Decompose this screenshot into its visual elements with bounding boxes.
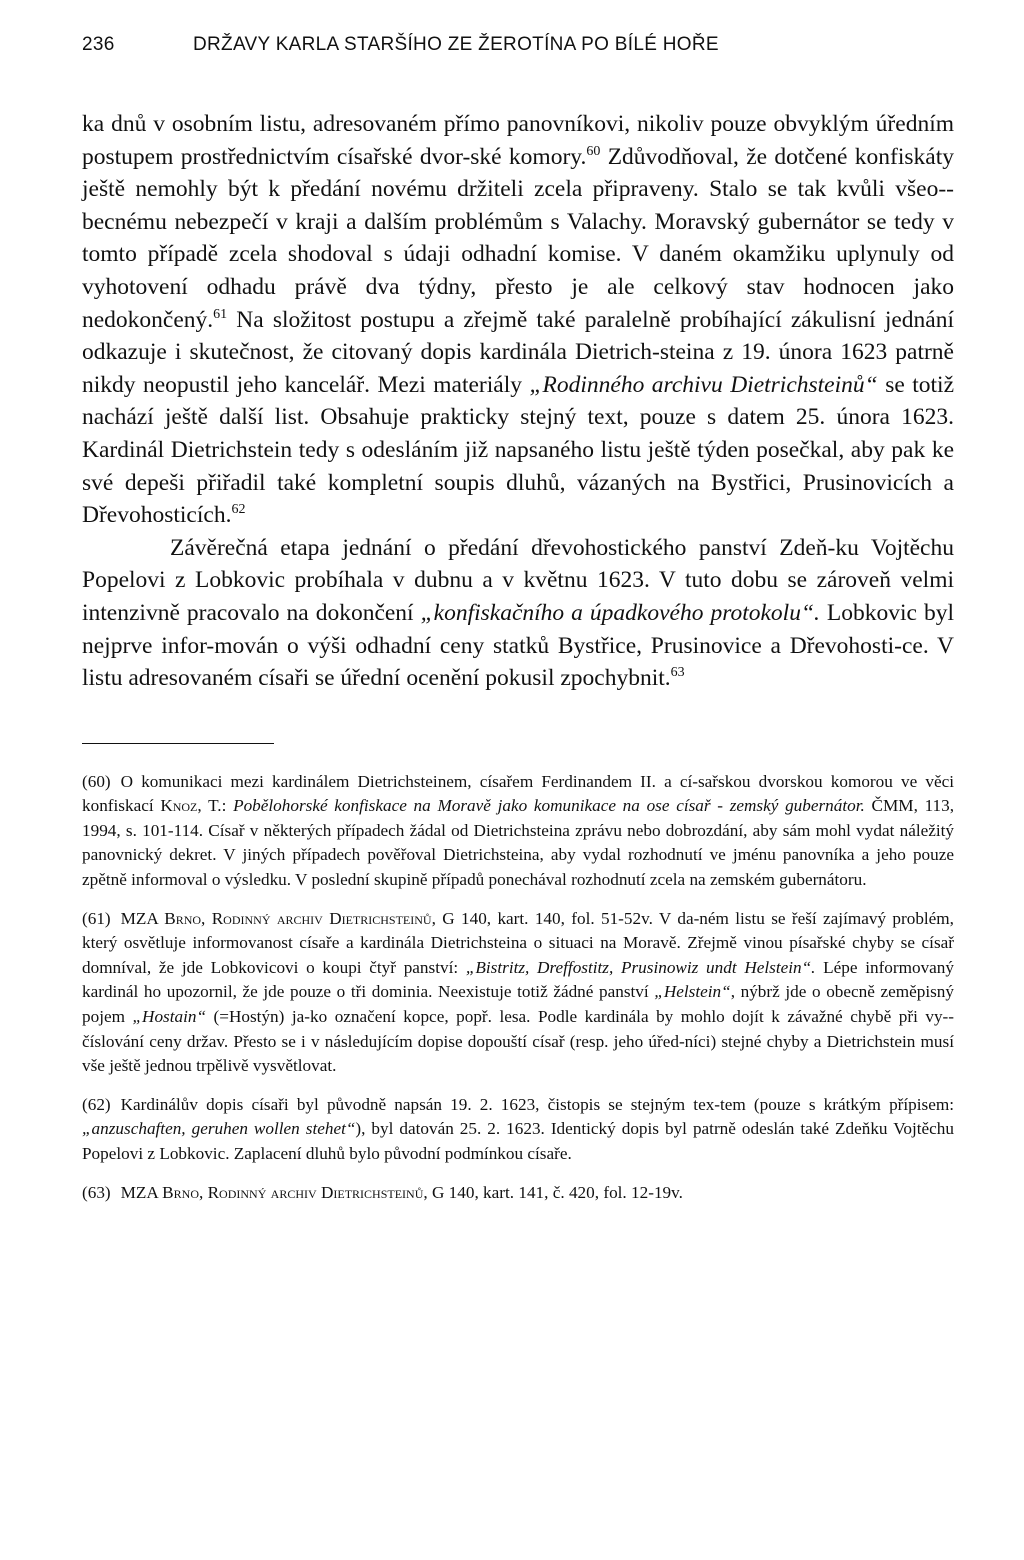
main-text bbox=[82, 108, 954, 695]
footnote-text: Kardinálův dopis císaři byl původně napsán 19. 2. 1623, čistopis se stejným tex-tem (pouze s krátkým přípisem: bbox=[120, 1094, 954, 1114]
italic-quote: „Helstein“ bbox=[654, 982, 731, 1002]
footnote-61 bbox=[82, 907, 954, 1079]
author-name: Knoz bbox=[160, 796, 198, 816]
paragraph-text: Na složitost postupu a zřejmě také paralelně probíhající zákulisní jednání odkazuje i skutečnost, že citovaný dopis kardinála Dietrich-steina z 19. února 1623 patrně nikdy neopustil jeho kancelář. Mezi materiály bbox=[82, 306, 954, 398]
footnote-number: (61) bbox=[82, 908, 111, 928]
paragraph-text: ka dnů v osobním listu, adresovaném přímo panovníkovi, nikoliv pouze obvyklým úředním postupem prostřednictvím císařské dvor-ské komory. bbox=[82, 111, 954, 170]
archive-name: MZA Brno, Rodinný archiv Dietrichsteinů bbox=[120, 908, 432, 928]
book-page bbox=[82, 34, 954, 1219]
paragraph-1 bbox=[82, 108, 954, 532]
footnote-ref-62[interactable]: 62 bbox=[231, 502, 246, 518]
footnote-text: , nýbrž jde o obecně zeměpisný pojem bbox=[82, 982, 954, 1027]
footnote-text: Lépe informovaný kardinál ho upozornil, že jde pouze o tři dominia. Neexistuje totiž žádné panství bbox=[82, 957, 954, 1002]
paragraph-text: Lobkovic byl nejprve infor-mován o výši odhadní ceny statků Bystřice, Prusinovice a Dřevohosti-ce. V listu adresovaném císaři se úřední ocenění pokusil zpochybnit. bbox=[82, 599, 954, 692]
footnote-number: (63) bbox=[82, 1182, 111, 1202]
italic-quote: „Bistritz, Dreffostitz, Prusinowiz undt Helstein“. bbox=[465, 957, 816, 977]
paragraph-text: Zdůvodňoval, že dotčené konfiskáty ještě nemohly být k předání novému držiteli zcela připraveny. Stalo se tak kvůli všeo-becnému nebezpečí v kraji a dalším problémům s Valachy. Moravský gubernátor se tedy v tomto případě zcela shodoval s údaji odhadní komise. V daném okamžiku uplynuly od vyhotovení odhadu právě dva týdny, přesto je ale celkový stav hodnocen jako nedokončený. bbox=[82, 143, 954, 333]
footnote-62 bbox=[82, 1093, 954, 1167]
italic-quote: „anzuschaften, geruhen wollen stehet“ bbox=[82, 1119, 356, 1139]
footnote-ref-63[interactable]: 63 bbox=[670, 665, 685, 681]
paragraph-text: Závěrečná etapa jednání o předání dřevohostického panství Zdeň-ku Vojtěchu Popelovi z Lobkovic probíhala v dubnu a v květnu 1623. V tuto dobu se zároveň velmi intenzivně pracovalo na dokončení bbox=[82, 534, 954, 626]
footnote-text: O komunikaci mezi kardinálem Dietrichsteinem, císařem Ferdinandem II. a cí-sařskou dvorskou komorou ve věci konfiskací bbox=[82, 771, 954, 816]
italic-title: „konfiskačního a úpadkového protokolu“. bbox=[420, 599, 820, 626]
archive-name: MZA Brno, Rodinný archiv Dietrichsteinů bbox=[120, 1182, 424, 1202]
footnote-60 bbox=[82, 770, 954, 893]
footnote-ref-60[interactable]: 60 bbox=[586, 143, 601, 159]
footnote-text: ČMM, 113, 1994, s. 101-114. Císař v některých případech žádal od Dietrichsteina zprávu nebo dobrozdání, aby sám mohl vydat náležitý panovnický dekret. V jiných případech pověřoval Dietrichsteina, aby vydal rozhodnutí ve jménu panovníka a jeho pouze zpětně informoval o výsledku. V poslední skupině případů ponechával rozhodnutí zcela na zemském gubernátoru. bbox=[82, 796, 955, 890]
italic-quote: „Hostain“ bbox=[132, 1007, 207, 1027]
footnote-number: (60) bbox=[82, 771, 111, 791]
footnote-text: , T.: bbox=[197, 796, 234, 816]
footnote-text: , G 140, kart. 140, fol. 51-52v. V da-ném listu se řeší zajímavý problém, který osvětluje informovanost císaře a kardinála Dietrichsteina o situaci na Moravě. Zřejmě vinou písařské chyby se císař domníval, že jde Lobkovicovi o koupi čtyř panství: bbox=[82, 908, 954, 977]
page-number: 236 bbox=[82, 34, 115, 55]
footnote-text: ), byl datován 25. 2. 1623. Identický dopis byl patrně odeslán také Zdeňku Vojtěchu Popelovi z Lobkovic. Zaplacení dluhů bylo původní podmínkou císaře. bbox=[82, 1119, 954, 1163]
running-header bbox=[82, 34, 954, 70]
paragraph-2 bbox=[82, 532, 954, 695]
footnote-separator bbox=[82, 743, 274, 744]
footnote-text: (=Hostýn) ja-ko označení kopce, popř. lesa. Podle kardinála by mohlo dojít k závažné chybě při vy-číslování ceny držav. Přesto se i v následujícím dopise dopouští císař (resp. jeho úřed-níci) stejné chyby a Dietrichstein musí vše ještě jednou trpělivě vysvětlovat. bbox=[82, 1007, 954, 1076]
paragraph-text: se totiž nachází ještě další list. Obsahuje prakticky stejný text, pouze s datem 25. února 1623. Kardinál Dietrichstein tedy s odesláním již napsaného listu ještě týden posečkal, aby pak ke své depeši přiřadil také kompletní soupis dluhů, vázaných na Bystřici, Prusinovicích a Dřevohosticích. bbox=[82, 371, 955, 529]
italic-title: „Rodinného archivu Dietrichsteinů“ bbox=[529, 371, 878, 398]
footnote-63 bbox=[82, 1181, 954, 1206]
italic-title: Pobělohorské konfiskace na Moravě jako komunikace na ose císař - zemský gubernátor. bbox=[233, 796, 865, 816]
footnote-ref-61[interactable]: 61 bbox=[213, 306, 228, 322]
footnotes bbox=[82, 770, 954, 1206]
running-title: DRŽAVY KARLA STARŠÍHO ZE ŽEROTÍNA PO BÍLÉ HOŘE bbox=[193, 34, 719, 55]
footnote-number: (62) bbox=[82, 1094, 111, 1114]
footnote-text: , G 140, kart. 141, č. 420, fol. 12-19v. bbox=[423, 1182, 683, 1202]
